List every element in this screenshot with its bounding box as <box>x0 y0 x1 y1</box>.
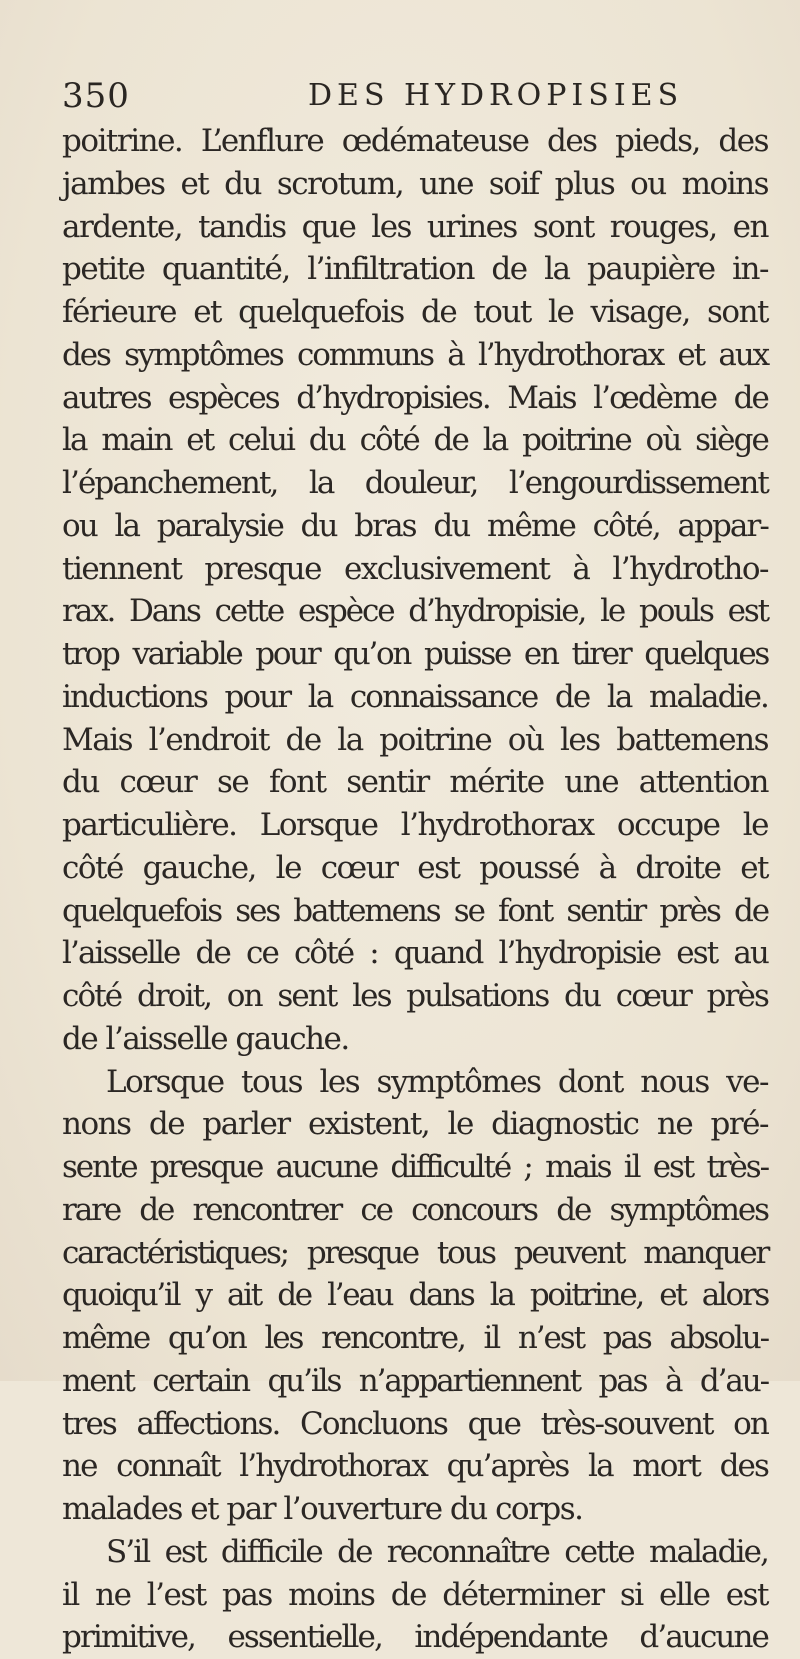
text-line: côté gauche, le cœur est poussé à droite et <box>62 849 768 886</box>
text-line: poitrine. L’enflure œdémateuse des pieds, des <box>62 123 768 159</box>
text-line: S’il est difficile de reconnaître cette maladie, <box>106 1533 768 1570</box>
text-line: primitive, essentielle, indépendante d’aucune <box>62 1619 768 1656</box>
page-number: 350 <box>62 76 130 116</box>
text-line: des symptômes communs à l’hydrothorax et aux <box>62 336 768 373</box>
text-line: nons de parler existent, le diagnostic ne pré- <box>62 1106 768 1143</box>
text-line: férieure et quelquefois de tout le visage, sont <box>62 294 768 330</box>
text-line: inductions pour la connaissance de la maladie. <box>62 678 768 715</box>
text-line: ardente, tandis que les urines sont rouges, en <box>62 208 768 245</box>
text-line: l’épanchement, la douleur, l’engourdissement <box>62 465 768 501</box>
text-line: Mais l’endroit de la poitrine où les battemens <box>62 721 768 758</box>
text-line: ment certain qu’ils n’appartiennent pas à d’au- <box>62 1362 768 1399</box>
text-line: tres affections. Concluons que très-souvent on <box>62 1405 768 1442</box>
body-text <box>62 120 768 1659</box>
text-line: malades et par l’ouverture du corps. <box>62 1491 583 1527</box>
text-line: caractéristiques; presque tous peuvent manquer <box>62 1234 768 1271</box>
text-line: jambes et du scrotum, une soif plus ou moins <box>62 165 768 202</box>
text-line: trop variable pour qu’on puisse en tirer quelques <box>62 636 768 672</box>
text-line: de l’aisselle gauche. <box>62 1020 349 1057</box>
text-line: ou la paralysie du bras du même côté, appar- <box>62 507 768 544</box>
text-line: ne connaît l’hydrothorax qu’après la mort des <box>62 1448 768 1485</box>
running-head: DES HYDROPISIES <box>308 78 684 113</box>
text-line: rare de rencontrer ce concours de symptômes <box>62 1191 768 1228</box>
text-line: il ne l’est pas moins de déterminer si elle est <box>62 1576 768 1613</box>
text-line: rax. Dans cette espèce d’hydropisie, le pouls est <box>62 593 768 630</box>
text-line: même qu’on les rencontre, il n’est pas absolu- <box>62 1320 768 1356</box>
text-line: petite quantité, l’infiltration de la paupière in- <box>62 251 768 288</box>
text-line: quelquefois ses battemens se font sentir près de <box>62 892 768 929</box>
page-header <box>62 76 762 116</box>
text-line: quoiqu’il y ait de l’eau dans la poitrine, et alors <box>62 1277 768 1314</box>
text-line: du cœur se font sentir mérite une attention <box>62 764 768 801</box>
text-line: l’aisselle de ce côté : quand l’hydropisie est au <box>62 935 768 972</box>
text-line: Lorsque tous les symptômes dont nous ve- <box>106 1063 768 1100</box>
text-line: tiennent presque exclusivement à l’hydrotho- <box>62 550 768 587</box>
text-line: particulière. Lorsque l’hydrothorax occupe le <box>62 807 768 843</box>
text-line: sente presque aucune difficulté ; mais il est très- <box>62 1149 768 1185</box>
text-line: la main et celui du côté de la poitrine où siège <box>62 422 768 459</box>
text-line: autres espèces d’hydropisies. Mais l’œdème de <box>62 379 768 416</box>
text-line: côté droit, on sent les pulsations du cœur près <box>62 978 768 1014</box>
